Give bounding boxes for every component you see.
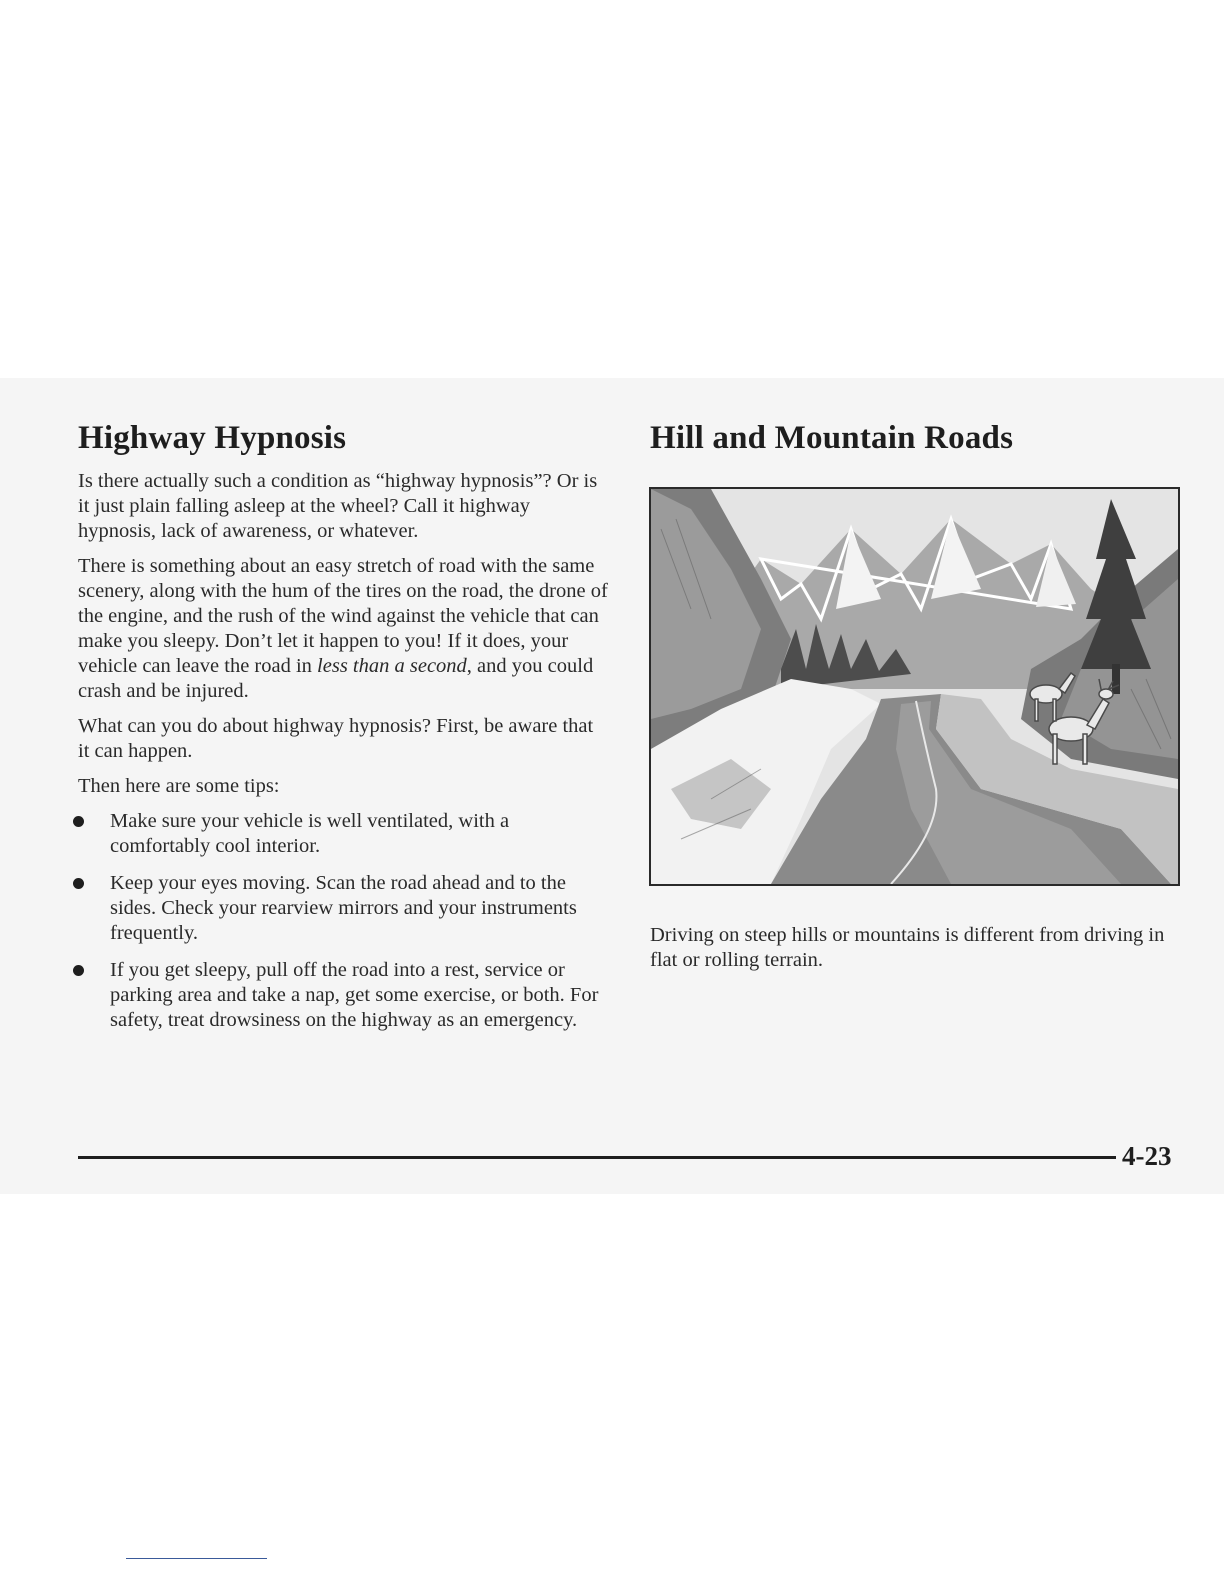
tip-text: Keep your eyes moving. Scan the road ahead and to the sides. Check your rearview mirrors and your instruments frequently. — [110, 872, 577, 944]
tip-text: If you get sleepy, pull off the road into a rest, service or parking area and take a nap, get some exercise, or both. For safety, treat drowsiness on the highway as an emergency. — [110, 959, 599, 1031]
section-heading-highway-hypnosis: Highway Hypnosis — [78, 420, 347, 456]
link-underline — [126, 1558, 267, 1559]
footer-rule — [78, 1156, 1116, 1159]
bullet-icon — [73, 878, 84, 889]
page-number: 4-23 — [1122, 1141, 1172, 1171]
paragraph-warning-text-b: , and you could crash and be injured. — [78, 655, 594, 702]
mountain-road-illustration-svg — [651, 489, 1178, 884]
section-heading-hill-mountain-roads: Hill and Mountain Roads — [650, 420, 1014, 456]
list-item — [78, 809, 608, 859]
paragraph-warning — [78, 554, 608, 704]
paragraph-tips-intro: Then here are some tips: — [78, 775, 280, 797]
paragraph-question: What can you do about highway hypnosis? First, be aware that it can happen. — [78, 715, 594, 762]
paragraph-intro: Is there actually such a condition as “highway hypnosis”? Or is it just plain falling asleep at the wheel? Call it highway hypnosis, lack of awareness, or whatever. — [78, 470, 598, 542]
right-column — [650, 420, 1180, 457]
list-item — [78, 871, 608, 946]
bullet-icon — [73, 816, 84, 827]
bullet-icon — [73, 965, 84, 976]
paragraph-warning-emphasis: less than a second — [317, 655, 467, 677]
list-item — [78, 958, 608, 1033]
paragraph-warning-text-a: There is something about an easy stretch of road with the same scenery, along with the hum of the tires on the road, the drone of the engine, and the rush of the wind against the vehicle that can make you sleepy. Don’t let it happen to you! If it does, your vehicle can leave the road in — [78, 555, 608, 677]
tip-text: Make sure your vehicle is well ventilated, with a comfortably cool interior. — [110, 810, 510, 857]
figure-caption: Driving on steep hills or mountains is different from driving in flat or rolling terrain. — [650, 924, 1165, 971]
mountain-road-illustration — [649, 487, 1180, 886]
figure-caption-block — [650, 923, 1170, 983]
tips-list — [78, 809, 608, 1033]
left-column — [78, 420, 608, 1045]
